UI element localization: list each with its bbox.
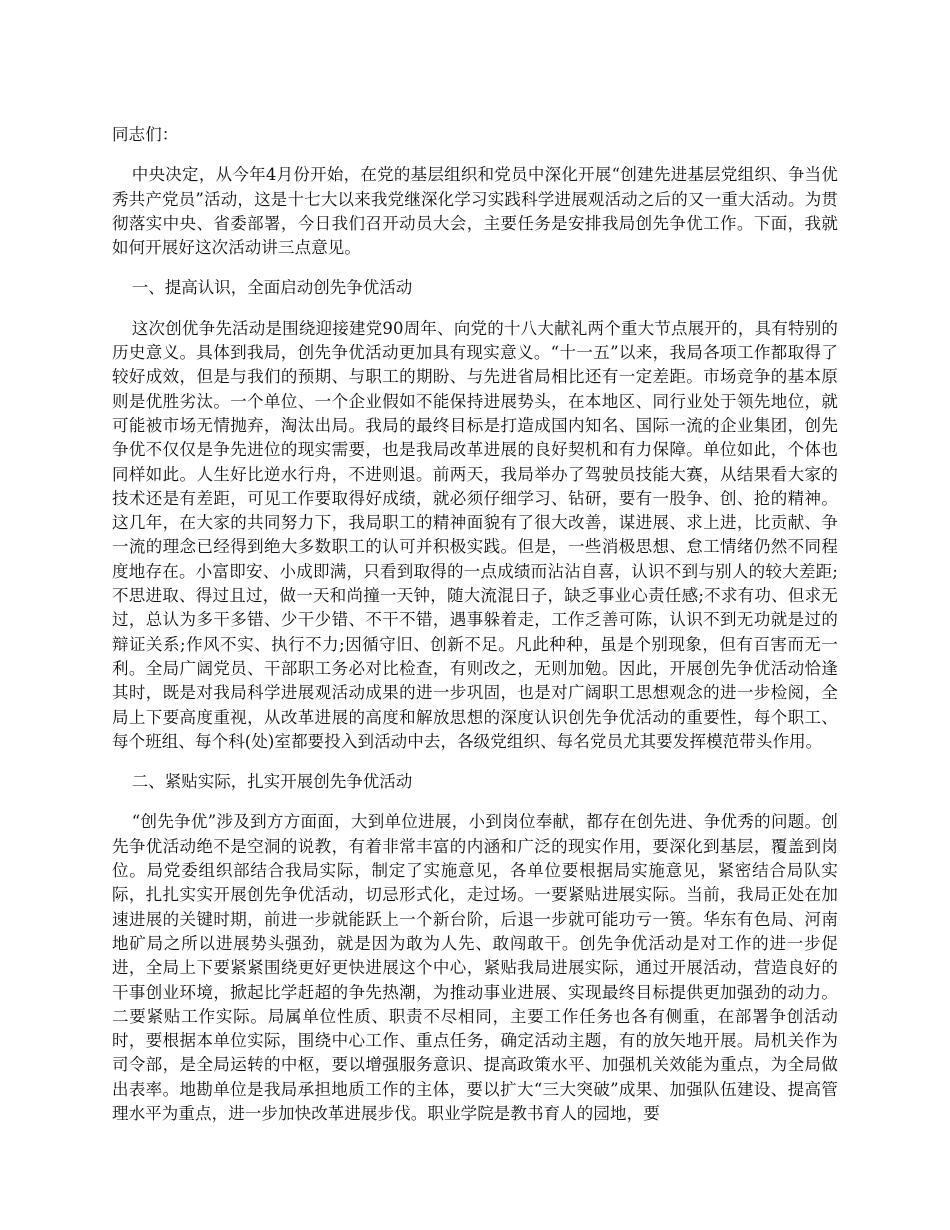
section-1-heading: 一、提高认识，全面启动创先争优活动 — [131, 278, 413, 298]
section-2-heading: 二、紧贴实际，扎实开展创先争优活动 — [131, 772, 413, 792]
document-page — [112, 123, 838, 1126]
salutation: 同志们： — [112, 125, 179, 144]
section-2-paragraph: “创先争优”涉及到方方面面，大到单位进展，小到岗位奉献，都存在创先进、争优秀的问题。创先争优活动绝不是空洞的说教，有着非常丰富的内涵和广泛的现实作用，要深化到基层，覆盖到岗位。局党委组织部结合我局实际，制定了实施意见，各单位要根据局实施意见，紧密结合局队实际，扎扎实实开展创先争优活动，切忌形式化，走过场。一要紧贴进展实际。当前，我局正处在加速进展的关键时期，前进一步就能跃上一个新台阶，后退一步就可能功亏一篑。华东有色局、河南地矿局之所以进展势头强劲，就是因为敢为人先、敢闯敢干。创先争优活动是对工作的进一步促进，全局上下要紧紧围绕更好更快进展这个中心，紧贴我局进展实际，通过开展活动，营造良好的干事创业环境，掀起比学赶超的争先热潮，为推动事业进展、实现最终目标提供更加强劲的动力。二要紧贴工作实际。局属单位性质、职责不尽相同，主要工作任务也各有侧重，在部署争创活动时，要根据本单位实际，围绕中心工作、重点任务，确定活动主题，有的放矢地开展。局机关作为司令部，是全局运转的中枢，要以增强服务意识、提高政策水平、加强机关效能为重点，为全局做出表率。地勘单位是我局承担地质工作的主体，要以扩大“三大突破”成果、加强队伍建设、提高管理水平为重点，进一步加快改革进展步伐。职业学院是教书育人的园地，要 — [112, 812, 838, 1123]
section-1-paragraph: 这次创优争先活动是围绕迎接建党90周年、向党的十八大献礼两个重大节点展开的，具有特别的历史意义。具体到我局，创先争优活动更加具有现实意义。“十一五”以来，我局各项工作都取得了较好成效，但是与我们的预期、与职工的期盼、与先进省局相比还有一定差距。市场竞争的基本原则是优胜劣汰。一个单位、一个企业假如不能保持进展势头，在本地区、同行业处于领先地位，就可能被市场无情抛弃，淘汰出局。我局的最终目标是打造成国内知名、国际一流的企业集团，创先争优不仅仅是争先进位的现实需要，也是我局改革进展的良好契机和有力保障。单位如此，个体也同样如此。人生好比逆水行舟，不进则退。前两天，我局举办了驾驶员技能大赛，从结果看大家的技术还是有差距，可见工作要取得好成绩，就必须仔细学习、钻研，要有一股争、创、抢的精神。这几年，在大家的共同努力下，我局职工的精神面貌有了很大改善，谋进展、求上进，比贡献、争一流的理念已经得到绝大多数职工的认可并积极实践。但是，一些消极思想、怠工情绪仍然不同程度地存在。小富即安、小成即满，只看到取得的一点成绩而沾沾自喜，认识不到与别人的较大差距;不思进取、得过且过，做一天和尚撞一天钟，随大流混日子，缺乏事业心责任感;不求有功、但求无过，总认为多干多错、少干少错、不干不错，遇事躲着走，工作乏善可陈，认识不到无功就是过的辩证关系;作风不实、执行不力;因循守旧、创新不足。凡此种种，虽是个别现象，但有百害而无一利。全局广阔党员、干部职工务必对比检查，有则改之，无则加勉。因此，开展创先争优活动恰逢其时，既是对我局科学进展观活动成果的进一步巩固，也是对广阔职工思想观念的进一步检阅，全局上下要高度重视，从改革进展的高度和解放思想的深度认识创先争优活动的重要性，每个职工、每个班组、每个科(处)室都要投入到活动中去，各级党组织、每名党员尤其要发挥模范带头作用。 — [112, 318, 838, 751]
intro-paragraph: 中央决定，从今年4月份开始，在党的基层组织和党员中深化开展“创建先进基层党组织、争当优秀共产党员”活动，这是十七大以来我党继深化学习实践科学进展观活动之后的又一重大活动。为贯彻落实中央、省委部署，今日我们召开动员大会，主要任务是安排我局创先争优工作。下面，我就如何开展好这次活动讲三点意见。 — [112, 165, 838, 258]
